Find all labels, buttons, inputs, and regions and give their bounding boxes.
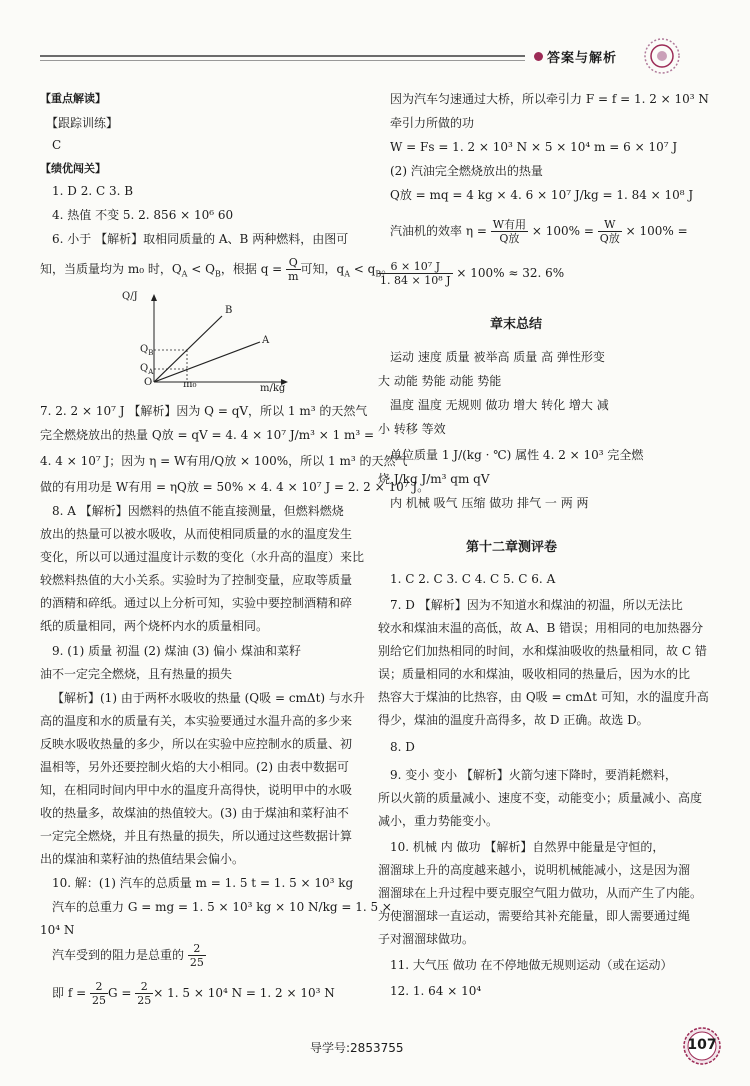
test-line11: 减小，重力势能变小。 — [378, 814, 499, 828]
q9-line5: 反映水吸收热量的多少，所以在实验中应控制水的质量、初 — [40, 737, 353, 751]
q10-right-2: 牵引力所做的功 — [390, 116, 475, 130]
q8-line3: 变化，所以可以通过温度计示数的变化（水升高的温度）来比 — [40, 550, 365, 564]
q10-line2: 汽车的总重力 G = mg = 1. 5 × 10³ kg × 10 N/kg = 1. 5 × — [52, 900, 392, 914]
summary-line3: 温度 温度 无规则 做功 增大 转化 增大 减 — [390, 398, 609, 412]
q9-line7: 知，在相同时间内甲中水的温度升高得快，说明甲中的水吸 — [40, 783, 353, 797]
header-rule-thin — [40, 60, 525, 61]
fraction-w-useful: $\frac{\text{W有用}}{\text{Q放}}$ — [492, 218, 527, 245]
header-rule — [40, 55, 525, 57]
graph-origin: O — [144, 377, 153, 388]
q9-line8: 收的热量多，故煤油的热值较大。(3) 由于煤油和菜籽油不 — [40, 806, 349, 820]
summary-line5: 单位质量 1 J/(kg · ℃) 属性 4. 2 × 10³ 完全燃 — [390, 448, 644, 462]
test-line17: 11. 大气压 做功 在不停地做无规则运动（或在运动） — [390, 958, 673, 972]
q10-resist-line: 汽车受到的阻力是总重的 $\frac{2}{25}$ — [52, 942, 204, 969]
q10-right-1: 因为汽车匀速通过大桥，所以牵引力 F = f = 1. 2 × 10³ N — [390, 92, 709, 106]
q10-right-3: W = Fs = 1. 2 × 10³ N × 5 × 10⁴ m = 6 × 10⁷ J — [390, 140, 678, 154]
summary-line4: 小 转移 等效 — [378, 422, 446, 436]
test-line2: 7. D 【解析】因为不知道水和煤油的初温，所以无法比 — [390, 598, 683, 612]
q6-line2: 知，当质量均为 m₀ 时，$Q_A < Q_B$，根据 q = $\frac{Q}{m}$ 可知，$q_A < q_B$。 — [40, 256, 394, 283]
header-bullet-icon — [534, 52, 543, 61]
q9-line6: 温相等，另外还要控制火焰的大小相同。(2) 由表中数据可 — [40, 760, 349, 774]
q8-line5: 的酒精和碎纸。通过以上分析可知，实验中要控制酒精和碎 — [40, 596, 353, 610]
fraction-2-25: $\frac{2}{25}$ — [189, 942, 204, 969]
tag-track-training: 【跟踪训练】 — [46, 116, 119, 130]
q10-efficiency: 汽油机的效率 η = $\frac{\text{W有用}}{\text{Q放}}$ × 100% = $\frac{W}{\text{Q放}}$ × 100% = — [390, 218, 688, 245]
q7-line2: 完全燃烧放出的热量 Q放 = qV = 4. 4 × 10⁷ J/m³ × 1 m³ = — [40, 428, 375, 442]
test-line10: 所以火箭的质量减小、速度不变，动能变小；质量减小、高度 — [378, 791, 703, 805]
q8-line1: 8. A 【解析】因燃料的热值不能直接测量，但燃料燃烧 — [52, 504, 344, 518]
fraction-energy: $\frac{\text{6 × 10⁷ J}}{\text{1. 84 × 10⁸ J}}$ — [380, 260, 451, 287]
graph-label-b: B — [225, 305, 233, 316]
fraction-q-over-m: $\frac{Q}{m}$ — [288, 256, 299, 283]
test-line12: 10. 机械 内 做功 【解析】自然界中能量是守恒的， — [390, 840, 665, 854]
fraction-w-q: $\frac{W}{\text{Q放}}$ — [599, 218, 620, 245]
q7-line3: 4. 4 × 10⁷ J；因为 η = W有用/Q放 × 100%，所以 1 m³ 的天然气 — [40, 454, 408, 468]
test-line15: 为使溜溜球一直运动，需要给其补充能量，即人需要通过绳 — [378, 909, 691, 923]
q6-line1: 6. 小于 【解析】取相同质量的 A、B 两种燃料，由图可 — [52, 232, 349, 246]
q10-right-4: (2) 汽油完全燃烧放出的热量 — [390, 164, 543, 178]
graph-label-qb: $Q_B$ — [140, 344, 154, 357]
q9-line10: 出的煤油和菜籽油的热值结果会偏小。 — [40, 852, 245, 866]
header-title: 答案与解析 — [547, 51, 618, 66]
test-line8: 8. D — [390, 740, 415, 754]
test-line18: 12. 1. 64 × 10⁴ — [390, 984, 482, 998]
test-line6: 热容大于煤油的比热容，由 Q吸 = cmΔt 可知，水的温度升高 — [378, 690, 709, 704]
q10-right-5: Q放 = mq = 4 kg × 4. 6 × 10⁷ J/kg = 1. 84 × 10⁸ J — [390, 188, 694, 202]
test-line7: 得少，煤油的温度升高得多，故 D 正确。故选 D。 — [378, 713, 649, 727]
summary-line2: 大 动能 势能 动能 势能 — [378, 374, 502, 388]
footer-reference: 导学号:2853755 — [310, 1041, 404, 1055]
q10-efficiency-result: $\frac{\text{6 × 10⁷ J}}{\text{1. 84 × 10⁸ J}}$ × 100% ≈ 32. 6% — [380, 260, 565, 287]
summary-line6: 烧 J/kg J/m³ qm qV — [378, 472, 490, 486]
q9-line2: 油不一定完全燃烧，且有热量的损失 — [40, 667, 233, 681]
q8-line2: 放出的热量可以被水吸收，从而使相同质量的水的温度发生 — [40, 527, 353, 541]
q10-friction-line: 即 f = $\frac{2}{25}$ G = $\frac{2}{25}$ × 1. 5 × 10⁴ N = 1. 2 × 10³ N — [52, 980, 335, 1007]
chapter-summary-title: 章末总结 — [490, 317, 543, 332]
test-line5: 误；质量相同的水和煤油，吸收相同的热量后，因为水的比 — [378, 667, 691, 681]
graph-xlabel: m/kg — [260, 383, 286, 394]
flower-emblem-icon — [642, 36, 682, 76]
test-line3: 较水和煤油末温的高低，故 A、B 错误；用相同的电加热器分 — [378, 621, 704, 635]
q9-line9: 一定完全燃烧，并且有热量的损失，所以通过这些数据计算 — [40, 829, 353, 843]
q8-line6: 纸的质量相同，两个烧杯内水的质量相同。 — [40, 619, 269, 633]
test-line14: 溜溜球在上升过程中要克服空气阻力做功，从而产生了内能。 — [378, 886, 703, 900]
summary-line1: 运动 速度 质量 被举高 质量 高 弹性形变 — [390, 350, 605, 364]
q9-line4: 高的温度和水的质量有关，本实验要通过水温升高的多少来 — [40, 714, 353, 728]
page-number: 107 — [687, 1037, 717, 1053]
graph-label-a: A — [262, 335, 270, 346]
test-line1: 1. C 2. C 3. C 4. C 5. C 6. A — [390, 572, 556, 586]
test-line9: 9. 变小 变小 【解析】火箭匀速下降时，要消耗燃料， — [390, 768, 677, 782]
q9-line1: 9. (1) 质量 初温 (2) 煤油 (3) 偏小 煤油和菜籽 — [52, 644, 301, 658]
q7-line1: 7. 2. 2 × 10⁷ J 【解析】因为 Q = qV，所以 1 m³ 的天然气 — [40, 404, 368, 418]
q10-line1: 10. 解：(1) 汽车的总质量 m = 1. 5 t = 1. 5 × 10³ kg — [52, 876, 354, 890]
q7-line4: 做的有用功是 W有用 = ηQ放 = 50% × 4. 4 × 10⁷ J = 2. 2 × 10⁷ J。 — [40, 480, 430, 494]
test-line16: 子对溜溜球做功。 — [378, 932, 475, 946]
fraction-2-25-b: $\frac{2}{25}$ — [137, 980, 152, 1007]
q8-line4: 较燃料热值的大小关系。实验时为了控制变量，应取等质量 — [40, 573, 353, 587]
q10-line3: 10⁴ N — [40, 923, 75, 937]
answer-c: C — [52, 138, 62, 152]
graph-label-m0: m₀ — [183, 379, 197, 390]
answers-4-5: 4. 热值 不变 5. 2. 856 × 10⁶ 60 — [52, 208, 234, 222]
test-line13: 溜溜球上升的高度越来越小，说明机械能减小，这是因为溜 — [378, 863, 691, 877]
graph-ylabel: Q/J — [122, 291, 138, 302]
chapter-test-title: 第十二章测评卷 — [466, 540, 558, 555]
tag-key-reading: 【重点解读】 — [40, 92, 106, 105]
fraction-2-25-a: $\frac{2}{25}$ — [91, 980, 106, 1007]
summary-line7: 内 机械 吸气 压缩 做功 排气 一 两 两 — [390, 496, 589, 510]
graph-label-qa: $Q_A$ — [140, 363, 154, 376]
test-line4: 别给它们加热相同的时间，水和煤油吸收的热量相同，故 C 错 — [378, 644, 707, 658]
tag-level-up: 【绩优闯关】 — [40, 162, 106, 175]
answers-1-3: 1. D 2. C 3. B — [52, 184, 134, 198]
q9-line3: 【解析】(1) 由于两杯水吸收的热量 (Q吸 = cmΔt) 与水升 — [52, 691, 365, 705]
